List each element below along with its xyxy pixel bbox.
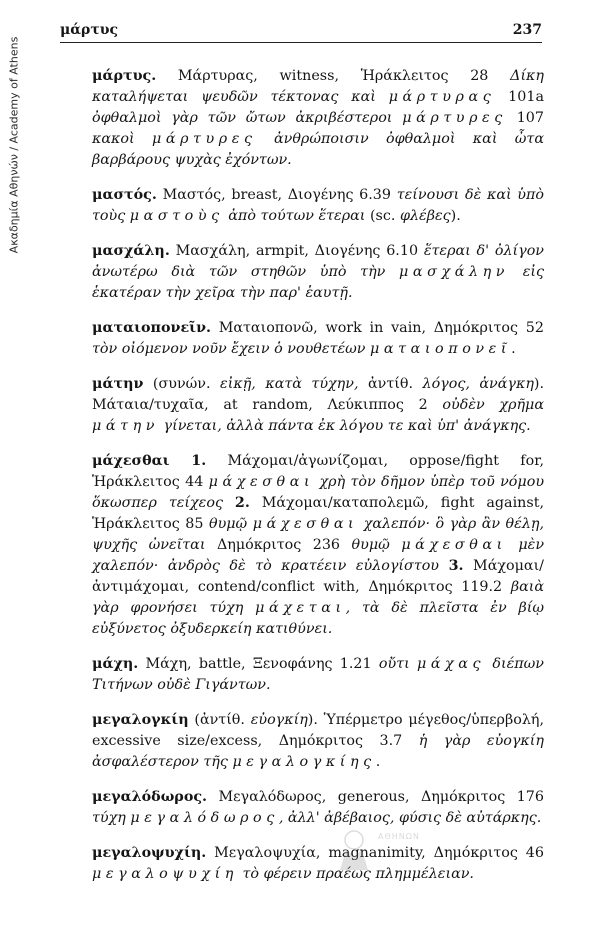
entry-text: Μάχη, battle, Ξενοφάνης 1.21 bbox=[138, 656, 379, 672]
entry-quote: τείνουσι δὲ καὶ ὑπὸ τοὺς bbox=[92, 187, 544, 224]
entry-lemma: μάρτυς. bbox=[92, 68, 157, 84]
running-head: μάρτυς bbox=[60, 22, 118, 38]
entry-text: . bbox=[375, 754, 381, 770]
dictionary-entry bbox=[92, 185, 544, 227]
entry-spaced-term: μάχεται bbox=[255, 600, 346, 616]
entry-spaced-term: μάχεσθαι bbox=[401, 537, 507, 553]
entry-quote: τύχη bbox=[92, 810, 131, 826]
entry-quote: εὐογκίη bbox=[250, 712, 308, 728]
entry-quote: γίνεται, ἀλλὰ πάντα ἐκ λόγου τε καὶ ὑπ' ἀνάγκης. bbox=[159, 418, 531, 434]
entry-text: Μάχομαι/καταπολεμῶ, fight against, Ἡράκλειτος 85 bbox=[92, 495, 544, 532]
dictionary-entry bbox=[92, 787, 544, 829]
entry-spaced-term: μαστοὺς bbox=[129, 208, 224, 224]
dictionary-entry bbox=[92, 318, 544, 360]
entry-text: . bbox=[511, 341, 516, 357]
entry-quote: φλέβες bbox=[399, 208, 451, 224]
entry-quote: , τὰ δὲ πλεῖστα ἐν βίῳ εὐξύνετος ὀξυδερκείη κατιθύνει. bbox=[92, 600, 545, 637]
entry-quote: θυμῷ bbox=[351, 537, 402, 553]
entry-spaced-term: μάρτυρας bbox=[388, 89, 496, 105]
entry-quote: τὸν οἰόμενον νοῦν ἔχειν ὁ νουθετέων bbox=[92, 341, 371, 357]
entry-text: Μασχάλη, armpit, Διογένης 6.10 bbox=[169, 243, 424, 259]
entry-lemma: μάτην bbox=[92, 376, 144, 392]
entry-quote: θυμῷ bbox=[208, 516, 253, 532]
archive-sidebar bbox=[0, 0, 28, 935]
entry-quote: βαιὰ γὰρ φρονήσει τύχη bbox=[92, 579, 544, 616]
entry-text: 107 bbox=[506, 110, 544, 126]
archive-watermark-text: Ακαδημία Αθηνών / Academy of Athens bbox=[7, 36, 21, 254]
entry-text: Μάχομαι/ἀγωνίζομαι, oppose/fight for, Ἡράκλειτος 44 bbox=[92, 453, 544, 490]
entry-quote: ἡ γὰρ εὐογκίη ἀσφαλέστερον τῆς bbox=[92, 733, 544, 770]
dictionary-entry bbox=[92, 374, 544, 437]
entry-text: Μαστός, breast, Διογένης 6.39 bbox=[156, 187, 397, 203]
entry-quote: Δίκη καταλήψεται ψευδῶν τέκτονας καὶ bbox=[92, 68, 544, 105]
entry-spaced-term: μάρτυρες bbox=[402, 110, 507, 126]
entry-text: ). bbox=[450, 208, 461, 224]
entry-quote: ὀφθαλμοὶ γὰρ τῶν ὤτων ἀκριβέστεροι bbox=[92, 110, 403, 126]
entry-lemma: μασχάλη. bbox=[92, 243, 170, 259]
entry-text: Μάχομαι/ἀντιμάχομαι, contend/conflict with, Δημόκριτος 119.2 bbox=[92, 558, 544, 595]
entry-text: Δημόκριτος 236 bbox=[205, 537, 352, 553]
header-rule bbox=[60, 42, 542, 43]
entry-quote: ἀπὸ τούτων ἕτεραι bbox=[223, 208, 370, 224]
entry-text: (συνών. bbox=[143, 376, 221, 392]
entry-quote: κακοὶ bbox=[92, 131, 152, 147]
entry-quote: τὸ φέρειν πραέως πλημμέλειαν. bbox=[237, 866, 474, 882]
dictionary-entry bbox=[92, 710, 544, 773]
entry-lemma: μάχεσθαι 1. bbox=[92, 453, 207, 469]
entry-spaced-term: μεγαλογκίης bbox=[232, 754, 376, 770]
entry-spaced-term: μεγαλοψυχίη bbox=[92, 866, 238, 882]
entry-text: (sc. bbox=[369, 208, 400, 224]
entry-quote: ἕτεραι δ' ὀλίγον ἀνωτέρω διὰ τῶν στηθῶν ὑπὸ τὴν bbox=[92, 243, 545, 280]
entry-text: Μεγαλόδωρος, generous, Δημόκριτος 176 bbox=[207, 789, 544, 805]
entry-quote: χαλεπόν· ὃ γὰρ ἂν θέλῃ, ψυχῆς ὠνεῖται bbox=[92, 516, 545, 553]
dictionary-entry bbox=[92, 241, 544, 304]
entry-text: Ματαιοπονῶ, work in vain, Δημόκριτος 52 bbox=[210, 320, 544, 336]
dictionary-entry bbox=[92, 843, 544, 885]
entry-quote: εἰκῇ, κατὰ τύχην, bbox=[220, 376, 359, 392]
entry-spaced-term: μεγαλόδωρος bbox=[130, 810, 279, 826]
watermark-label: ΑΘΗΝΩΝ bbox=[378, 832, 420, 841]
entry-quote: λόγος, ἀνάγκη bbox=[422, 376, 534, 392]
entry-text: (ἀντίθ. bbox=[188, 712, 251, 728]
entry-spaced-term: ματαιοπονεῖ bbox=[370, 341, 512, 357]
entry-text: ἀντίθ. bbox=[358, 376, 423, 392]
entry-lemma: μαστός. bbox=[92, 187, 157, 203]
dictionary-entry bbox=[92, 451, 544, 640]
entry-quote: ἀνθρώποισιν ὀφθαλμοὶ καὶ ὦτα βαρβάρους ψυχὰς ἐχόντων. bbox=[92, 131, 544, 168]
academy-seal-watermark bbox=[332, 824, 452, 874]
entry-spaced-term: μάχας bbox=[416, 656, 486, 672]
entry-quote: μὲν χαλεπόν· ἀνδρὸς δὲ τὸ κρατέειν εὐλογίστου bbox=[92, 537, 545, 574]
dictionary-entries bbox=[92, 66, 544, 899]
entry-spaced-term: μάχεσθαι bbox=[208, 474, 315, 490]
entry-quote: διέπων Τιτήνων οὐδὲ Γιγάντων. bbox=[92, 656, 544, 693]
page-header bbox=[60, 22, 542, 46]
entry-quote: χρὴ τὸν δῆμον ὑπὲρ τοῦ νόμου ὅκωσπερ τείχεος bbox=[92, 474, 545, 511]
dictionary-entry bbox=[92, 654, 544, 696]
entry-lemma: μεγαλοψυχίη. bbox=[92, 845, 207, 861]
entry-text: Μεγαλοψυχία, magnanimity, Δημόκριτος 46 bbox=[206, 845, 544, 861]
entry-quote: εἰς ἑκατέραν τὴν χεῖρα τὴν παρ' ἑαυτῇ. bbox=[92, 264, 544, 301]
entry-spaced-term: μάρτυρες bbox=[151, 131, 257, 147]
entry-text: ). Μάταια/τυχαῖα, at random, Λεύκιππος 2 bbox=[92, 376, 545, 413]
entry-text: Μάρτυρας, witness, Ἡράκλειτος 28 bbox=[156, 68, 511, 84]
entry-spaced-term: μάτην bbox=[92, 418, 159, 434]
entry-lemma: 2. bbox=[234, 495, 250, 511]
entry-lemma: μεγαλογκίη bbox=[92, 712, 189, 728]
seal-icon bbox=[332, 824, 376, 872]
entry-quote: οὐδὲν χρῆμα bbox=[442, 397, 544, 413]
entry-lemma: μάχη. bbox=[92, 656, 139, 672]
entry-quote: οὔτι bbox=[378, 656, 417, 672]
entry-quote: , ἀλλ' ἀβέβαιος, φύσις δὲ αὐτάρκης. bbox=[278, 810, 542, 826]
dictionary-entry bbox=[92, 66, 544, 171]
entry-lemma: 3. bbox=[448, 558, 464, 574]
entry-spaced-term: μάχεσθαι bbox=[252, 516, 359, 532]
entry-lemma: μεγαλόδωρος. bbox=[92, 789, 208, 805]
entry-spaced-term: μασχάλην bbox=[399, 264, 509, 280]
entry-text: 101a bbox=[495, 89, 544, 105]
page-number: 237 bbox=[512, 22, 542, 38]
entry-lemma: ματαιοπονεῖν. bbox=[92, 320, 211, 336]
entry-text: ). Ὑπέρμετρο μέγεθος/ὑπερβολή, excessive size/excess, Δημόκριτος 3.7 bbox=[92, 712, 544, 749]
